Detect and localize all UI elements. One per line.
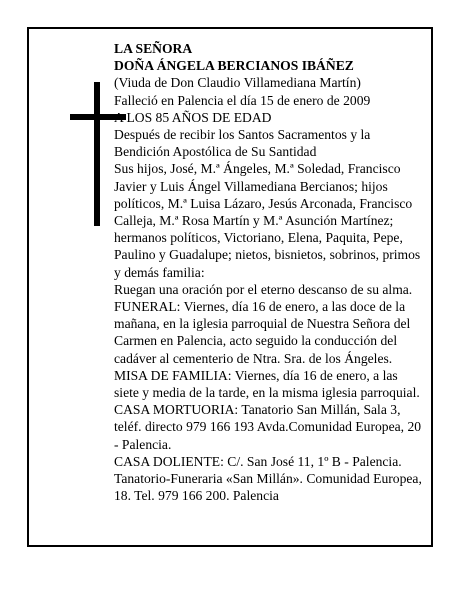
deceased-name: DOÑA ÁNGELA BERCIANOS IBÁÑEZ	[114, 58, 354, 74]
cross-vertical-bar	[94, 82, 100, 226]
family-mass-paragraph: MISA DE FAMILIA: Viernes, día 16 de enero, a las siete y media de la tarde, en la misma iglesia parroquial.	[114, 367, 420, 401]
notice-title: LA SEÑORA	[114, 41, 193, 56]
widow-of: (Viuda de Don Claudio Villamediana Martín)	[114, 75, 361, 91]
obituary-text	[114, 40, 426, 504]
funeral-paragraph: FUNERAL: Viernes, día 16 de enero, a las doce de la mañana, en la iglesia parroquial de Nuestra Señora del Carmen en Palencia, acto seguido la conducción del cadáver al cementerio de Ntra. Sra. de los Ángeles.	[114, 299, 411, 366]
prayer-request: Ruegan una oración por el eterno descanso de su alma.	[114, 281, 413, 297]
family-paragraph: Sus hijos, José, M.ª Ángeles, M.ª Soledad, Francisco Javier y Luis Ángel Villamediana Bercianos; hijos políticos, M.ª Luisa Lázaro, Jesús Arconada, Francisco Calleja, M.ª Rosa Martín y M.ª Asunción Martínez; hermanos políticos, Victoriano, Elena, Paquita, Pepe, Paulino y Guadalupe; nietos, bisnietos, sobrinos, primos y demás familia:	[114, 161, 421, 280]
mourning-house-paragraph: CASA DOLIENTE: C/. San José 11, 1º B - Palencia. Tanatorio-Funeraria «San Millán». Comunidad Europea, 18. Tel. 979 166 200. Palencia	[114, 453, 422, 504]
sacraments-paragraph: Después de recibir los Santos Sacramentos y la Bendición Apostólica de Su Santidad	[114, 127, 371, 160]
age-at-death: A LOS 85 AÑOS DE EDAD	[114, 109, 272, 125]
mortuary-paragraph: CASA MORTUORIA: Tanatorio San Millán, Sala 3, teléf. directo 979 166 193 Avda.Comunidad Europea, 20 - Palencia.	[114, 402, 422, 452]
death-date: Falleció en Palencia el día 15 de enero de 2009	[114, 92, 371, 108]
